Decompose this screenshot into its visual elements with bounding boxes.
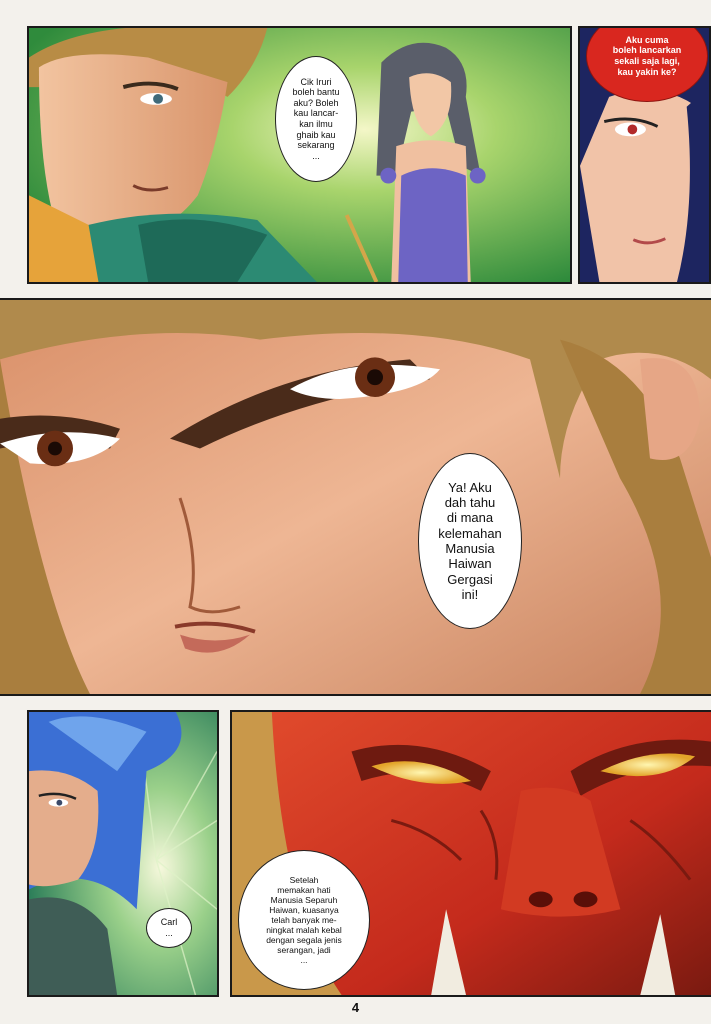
page-number: 4 xyxy=(351,1000,360,1015)
speech-bubble-text: Setelah memakan hati Manusia Separuh Haiwan, kuasanya telah banyak me- ningkat malah kebal dengan segala jenis serangan, jadi ... xyxy=(266,874,342,966)
panel-4 xyxy=(27,710,219,997)
panel-3-artwork xyxy=(0,300,711,694)
speech-bubble xyxy=(275,56,357,182)
panel-2 xyxy=(578,26,711,284)
speech-bubble xyxy=(146,908,192,948)
panel-4-artwork xyxy=(29,712,217,995)
panel-1 xyxy=(27,26,572,284)
speech-bubble-text: Ya! Aku dah tahu di mana kelemahan Manusia Haiwan Gergasi ini! xyxy=(438,479,502,602)
speech-bubble-text: Carl ... xyxy=(160,917,178,938)
speech-bubble-text: Cik Iruri boleh bantu aku? Boleh kau lancar- kan ilmu ghaib kau sekarang ... xyxy=(292,76,340,161)
panel-5 xyxy=(230,710,711,997)
speech-bubble-text: Aku cuma boleh lancarkan sekali saja lagi, kau yakin ke? xyxy=(612,34,682,77)
speech-bubble xyxy=(418,453,522,629)
panel-3 xyxy=(0,298,711,696)
speech-bubble xyxy=(238,850,370,990)
